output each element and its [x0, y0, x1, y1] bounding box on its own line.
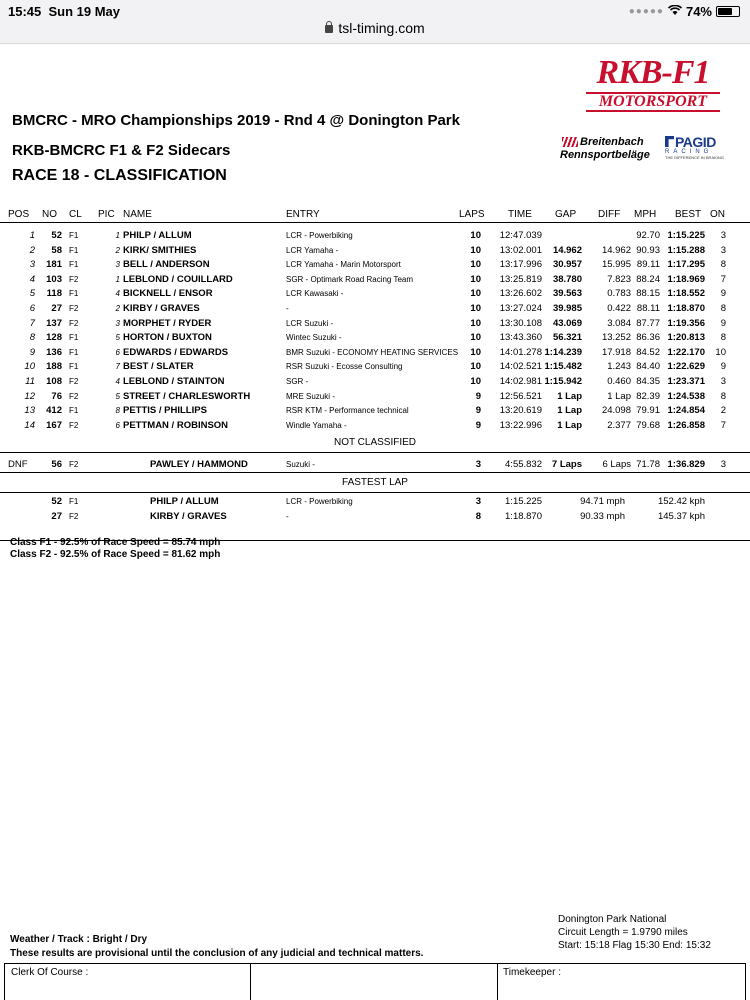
- cell-gap: 38.780: [552, 273, 582, 285]
- col-name: NAME: [123, 209, 152, 220]
- cell-mph: 79.91: [636, 405, 660, 417]
- dnf-laps: 3: [475, 459, 481, 471]
- cell-entry: -: [286, 303, 289, 313]
- cell-laps: 9: [475, 390, 481, 402]
- table-row: [0, 331, 750, 346]
- cell-gap: 1:14.239: [544, 346, 582, 358]
- cell-gap: 1 Lap: [557, 419, 582, 431]
- cell-mph: 86.36: [636, 332, 660, 344]
- cell-no: 108: [46, 375, 62, 387]
- cell-diff: 14.962: [601, 244, 631, 256]
- cell-cl: F1: [69, 289, 79, 299]
- fl-lap: 8: [475, 511, 481, 523]
- cell-on: 10: [715, 346, 726, 358]
- table-row: [0, 258, 750, 273]
- sponsor-logos: [560, 134, 735, 168]
- cell-best: 1:26.858: [667, 419, 705, 431]
- cell-mph: 84.40: [636, 361, 660, 373]
- cell-best: 1:17.295: [667, 259, 705, 271]
- cell-pos: 14: [24, 419, 35, 431]
- cell-on: 9: [720, 288, 726, 300]
- cell-on: 3: [720, 375, 726, 387]
- cell-entry: BMR Suzuki - ECONOMY HEATING SERVICES: [286, 347, 459, 357]
- cell-pic: 1: [115, 231, 120, 240]
- cell-laps: 10: [470, 288, 481, 300]
- cell-pic: 2: [115, 303, 120, 313]
- cell-name: PETTIS / PHILLIPS: [123, 405, 207, 417]
- cell-mph: 92.70: [636, 230, 660, 241]
- browser-status-bar: [0, 0, 750, 44]
- cell-name: EDWARDS / EDWARDS: [123, 346, 229, 358]
- cell-time: 13:20.619: [499, 405, 542, 417]
- cell-cl: F1: [69, 406, 79, 416]
- cell-time: 13:27.024: [499, 302, 542, 314]
- cell-cl: F1: [69, 362, 79, 372]
- circuit-length: Circuit Length = 1.9790 miles: [558, 927, 688, 938]
- cell-time: 14:01.278: [499, 346, 542, 358]
- cell-no: 137: [46, 317, 62, 329]
- cell-name: LEBLOND / STAINTON: [123, 375, 225, 387]
- cell-laps: 10: [470, 332, 481, 344]
- cell-time: 13:02.001: [499, 244, 542, 256]
- cell-on: 3: [720, 230, 726, 241]
- cell-name: PHILP / ALLUM: [123, 230, 192, 241]
- fl-kph: 145.37 kph: [657, 511, 705, 523]
- fl-time: 1:15.225: [505, 496, 542, 508]
- cell-cl: F2: [69, 376, 79, 386]
- cell-no: 76: [51, 390, 62, 402]
- cell-laps: 10: [470, 346, 481, 358]
- cell-mph: 88.11: [636, 302, 660, 314]
- cell-pos: 1: [29, 230, 35, 241]
- fastest-lap-heading: FASTEST LAP: [0, 473, 750, 493]
- championship-title: BMCRC - MRO Championships 2019 - Rnd 4 @ Donington Park: [12, 112, 460, 129]
- col-pic: PIC: [98, 209, 115, 220]
- cell-pic: 5: [115, 333, 120, 343]
- fastest-lap-row: [0, 510, 750, 525]
- cell-name: BELL / ANDERSON: [123, 259, 210, 271]
- cell-cl: F1: [69, 260, 79, 270]
- cell-pos: 6: [29, 302, 35, 314]
- cell-gap: 43.069: [552, 317, 582, 329]
- fl-cl: F1: [69, 497, 79, 507]
- cell-diff: 1 Lap: [607, 390, 631, 402]
- cell-time: 14:02.981: [499, 375, 542, 387]
- cell-pos: 7: [29, 317, 35, 329]
- table-row: [0, 302, 750, 317]
- cell-pic: 2: [115, 245, 120, 255]
- cell-entry: LCR Yamaha -: [286, 245, 339, 255]
- url-text: tsl-timing.com: [338, 20, 425, 36]
- cell-gap: 39.985: [552, 302, 582, 314]
- dnf-gap: 7 Laps: [551, 459, 582, 471]
- fl-name: KIRBY / GRAVES: [150, 511, 227, 523]
- race-title: RACE 18 - CLASSIFICATION: [12, 167, 227, 184]
- table-row: [0, 287, 750, 302]
- wifi-icon: [668, 4, 682, 19]
- cell-pic: 5: [115, 391, 120, 401]
- cell-no: 103: [46, 273, 62, 285]
- cell-gap: 1:15.482: [544, 361, 582, 373]
- cell-cl: F1: [69, 245, 79, 255]
- cell-cl: F1: [69, 231, 79, 240]
- cell-name: STREET / CHARLESWORTH: [123, 390, 251, 402]
- venue-name: Donington Park National: [558, 914, 667, 925]
- cell-pos: 13: [24, 405, 35, 417]
- cell-on: 8: [720, 259, 726, 271]
- cell-pos: 4: [29, 273, 35, 285]
- logo-sub: MOTORSPORT: [586, 92, 720, 112]
- signature-box: [4, 963, 746, 1000]
- fl-entry: -: [286, 512, 289, 522]
- cell-laps: 10: [470, 317, 481, 329]
- venue-info: [558, 913, 711, 952]
- table-row: [0, 244, 750, 259]
- cell-diff: 1.243: [607, 361, 631, 373]
- fl-entry: LCR - Powerbiking: [286, 497, 353, 507]
- cell-laps: 9: [475, 405, 481, 417]
- cell-on: 7: [720, 273, 726, 285]
- fl-name: PHILP / ALLUM: [150, 496, 219, 508]
- cell-entry: Windle Yamaha -: [286, 420, 347, 430]
- cell-diff: 13.252: [601, 332, 631, 344]
- table-row: [0, 273, 750, 288]
- cell-on: 8: [720, 332, 726, 344]
- cell-on: 7: [720, 419, 726, 431]
- col-best: BEST: [675, 209, 702, 220]
- dnf-diff: 6 Laps: [602, 459, 631, 471]
- col-entry: ENTRY: [286, 209, 320, 220]
- cell-gap: 1:15.942: [544, 375, 582, 387]
- cell-pic: 7: [115, 362, 120, 372]
- cell-time: 14:02.521: [499, 361, 542, 373]
- fl-mph: 94.71 mph: [580, 496, 625, 508]
- cell-best: 1:22.629: [667, 361, 705, 373]
- cell-best: 1:15.288: [667, 244, 705, 256]
- cell-name: HORTON / BUXTON: [123, 332, 212, 344]
- cell-diff: 24.098: [601, 405, 631, 417]
- class-speed-f1: Class F1 - 92.5% of Race Speed = 85.74 mph: [10, 537, 221, 548]
- cell-laps: 10: [470, 244, 481, 256]
- cell-cl: F2: [69, 391, 79, 401]
- cell-best: 1:24.854: [667, 405, 705, 417]
- cell-laps: 10: [470, 273, 481, 285]
- dnf-name: PAWLEY / HAMMOND: [150, 459, 248, 471]
- cell-best: 1:18.969: [667, 273, 705, 285]
- cell-no: 167: [46, 419, 62, 431]
- cell-mph: 84.52: [636, 346, 660, 358]
- cell-gap: 1 Lap: [557, 390, 582, 402]
- breitenbach-tagline: Rennsportbeläge: [560, 149, 650, 161]
- cell-diff: 2.377: [607, 419, 631, 431]
- dnf-pos: DNF: [8, 459, 28, 471]
- cell-pos: 11: [25, 375, 35, 387]
- cell-entry: LCR Yamaha - Marin Motorsport: [286, 260, 401, 270]
- cell-laps: 9: [475, 419, 481, 431]
- race-times: Start: 15:18 Flag 15:30 End: 15:32: [558, 940, 711, 951]
- cell-no: 52: [51, 230, 62, 241]
- cell-pos: 8: [29, 332, 35, 344]
- cell-no: 188: [46, 361, 62, 373]
- breitenbach-name: Breitenbach: [580, 136, 644, 148]
- table-row: [0, 375, 750, 390]
- cell-gap: 14.962: [552, 244, 582, 256]
- cell-laps: 10: [470, 259, 481, 271]
- col-laps: LAPS: [459, 209, 485, 220]
- cell-pic: 3: [115, 318, 120, 328]
- cell-name: BICKNELL / ENSOR: [123, 288, 213, 300]
- cell-entry: RSR KTM - Performance technical: [286, 406, 409, 416]
- cell-on: 2: [720, 405, 726, 417]
- pagid-slogan: THE DIFFERENCE IN BRAKING: [665, 155, 724, 160]
- rkb-logo: [578, 56, 728, 112]
- cell-no: 58: [51, 244, 62, 256]
- fl-time: 1:18.870: [505, 511, 542, 523]
- cell-mph: 82.39: [636, 390, 660, 402]
- cell-gap: 30.957: [552, 259, 582, 271]
- cell-diff: 17.918: [601, 346, 631, 358]
- cell-on: 8: [720, 302, 726, 314]
- cell-entry: SGR - Optimark Road Racing Team: [286, 274, 414, 284]
- url-bar[interactable]: [0, 20, 750, 36]
- cell-name: KIRK/ SMITHIES: [123, 244, 197, 256]
- cell-name: PETTMAN / ROBINSON: [123, 419, 229, 431]
- col-pos: POS: [8, 209, 30, 220]
- cell-entry: Wintec Suzuki -: [286, 333, 342, 343]
- cell-mph: 87.77: [636, 317, 660, 329]
- cell-mph: 89.11: [636, 259, 660, 271]
- not-classified-heading: NOT CLASSIFIED: [0, 433, 750, 453]
- cell-mph: 79.68: [636, 419, 660, 431]
- provisional-notice: These results are provisional until the conclusion of any judicial and technical matters.: [10, 948, 424, 959]
- dnf-cl: F2: [69, 460, 79, 470]
- cell-diff: 0.783: [607, 288, 631, 300]
- cell-pos: 12: [24, 390, 35, 402]
- dnf-best: 1:36.829: [667, 459, 705, 471]
- signal-icon: ●●●●●: [628, 6, 664, 17]
- cell-best: 1:18.870: [667, 302, 705, 314]
- cell-gap: 1 Lap: [557, 405, 582, 417]
- cell-best: 1:23.371: [667, 375, 705, 387]
- weather-track: Weather / Track : Bright / Dry: [10, 934, 148, 945]
- cell-pic: 6: [115, 347, 120, 357]
- cell-cl: F2: [69, 420, 79, 430]
- cell-name: LEBLOND / COUILLARD: [123, 273, 233, 285]
- col-cl: CL: [69, 209, 82, 220]
- cell-entry: LCR Kawasaki -: [286, 289, 344, 299]
- cell-pic: 6: [115, 420, 120, 430]
- col-diff: DIFF: [598, 209, 621, 220]
- pagid-logo: [665, 134, 735, 160]
- pagid-mark-icon: [665, 136, 674, 147]
- cell-on: 9: [720, 317, 726, 329]
- cell-mph: 84.35: [636, 375, 660, 387]
- cell-pic: 4: [115, 376, 120, 386]
- cell-laps: 10: [470, 375, 481, 387]
- cell-cl: F2: [69, 318, 79, 328]
- cell-gap: 39.563: [552, 288, 582, 300]
- pagid-racing: RACING: [665, 149, 713, 155]
- cell-time: 13:22.996: [499, 419, 542, 431]
- cell-entry: SGR -: [286, 376, 309, 386]
- cell-laps: 10: [470, 302, 481, 314]
- cell-time: 13:25.819: [499, 273, 542, 285]
- cell-mph: 90.93: [636, 244, 660, 256]
- cell-name: MORPHET / RYDER: [123, 317, 212, 329]
- fl-no: 27: [51, 511, 62, 523]
- cell-laps: 10: [470, 361, 481, 373]
- cell-best: 1:19.356: [667, 317, 705, 329]
- cell-diff: 0.460: [607, 375, 631, 387]
- cell-on: 9: [720, 361, 726, 373]
- class-speed-f2: Class F2 - 92.5% of Race Speed = 81.62 mph: [10, 549, 221, 560]
- cell-gap: 56.321: [552, 332, 582, 344]
- dnf-time: 4:55.832: [505, 459, 542, 471]
- cell-no: 118: [46, 288, 62, 300]
- table-header: [0, 209, 750, 223]
- cell-diff: 3.084: [607, 317, 631, 329]
- fl-no: 52: [51, 496, 62, 508]
- cell-cl: F1: [69, 347, 79, 357]
- lock-icon: [325, 25, 333, 33]
- cell-best: 1:15.225: [667, 230, 705, 241]
- status-time: 15:45 Sun 19 May: [8, 4, 121, 19]
- logo-main: RKB-F1: [596, 54, 710, 91]
- cell-pos: 9: [29, 346, 35, 358]
- cell-no: 136: [46, 346, 62, 358]
- table-row: [0, 419, 750, 434]
- cell-time: 12:47.039: [499, 230, 542, 241]
- table-row: [0, 404, 750, 419]
- battery-icon: [716, 6, 740, 17]
- cell-mph: 88.15: [636, 288, 660, 300]
- cell-no: 128: [46, 332, 62, 344]
- table-row: [0, 317, 750, 332]
- cell-pos: 3: [29, 259, 35, 271]
- col-on: ON: [710, 209, 725, 220]
- col-time: TIME: [508, 209, 532, 220]
- series-title: RKB-BMCRC F1 & F2 Sidecars: [12, 142, 231, 159]
- cell-time: 13:17.996: [499, 259, 542, 271]
- cell-name: BEST / SLATER: [123, 361, 194, 373]
- dnf-entry: Suzuki -: [286, 460, 315, 470]
- fl-kph: 152.42 kph: [657, 496, 705, 508]
- cell-mph: 88.24: [636, 273, 660, 285]
- fl-cl: F2: [69, 512, 79, 522]
- cell-time: 12:56.521: [499, 390, 542, 402]
- cell-cl: F1: [69, 333, 79, 343]
- cell-diff: 15.995: [601, 259, 631, 271]
- cell-time: 13:30.108: [499, 317, 542, 329]
- cell-time: 13:43.360: [499, 332, 542, 344]
- dnf-row: [0, 455, 750, 473]
- cell-entry: RSR Suzuki - Ecosse Consulting: [286, 362, 403, 372]
- fl-lap: 3: [475, 496, 481, 508]
- timekeeper-label: Timekeeper :: [503, 967, 561, 978]
- cell-no: 412: [46, 405, 62, 417]
- cell-entry: LCR Suzuki -: [286, 318, 334, 328]
- table-row: [0, 360, 750, 375]
- dnf-no: 56: [51, 459, 62, 471]
- fastest-lap-body: [0, 495, 750, 525]
- cell-entry: MRE Suzuki -: [286, 391, 335, 401]
- table-row: [0, 390, 750, 405]
- cell-cl: F2: [69, 303, 79, 313]
- cell-pic: 4: [115, 289, 120, 299]
- cell-laps: 10: [470, 230, 481, 241]
- fastest-lap-row: [0, 495, 750, 510]
- col-gap: GAP: [555, 209, 577, 220]
- cell-no: 181: [46, 259, 62, 271]
- results-table: [0, 209, 750, 541]
- cell-cl: F2: [69, 274, 79, 284]
- table-row: [0, 346, 750, 361]
- cell-best: 1:22.170: [667, 346, 705, 358]
- dnf-on: 3: [720, 459, 726, 471]
- cell-time: 13:26.602: [499, 288, 542, 300]
- breitenbach-mark-icon: [562, 137, 578, 147]
- cell-pos: 2: [29, 244, 35, 256]
- cell-best: 1:18.552: [667, 288, 705, 300]
- cell-diff: 7.823: [607, 273, 631, 285]
- clerk-of-course-label: Clerk Of Course :: [11, 967, 89, 978]
- fl-mph: 90.33 mph: [580, 511, 625, 523]
- col-no: NO: [42, 209, 57, 220]
- battery-percent: 74%: [685, 4, 712, 19]
- cell-pic: 8: [115, 406, 120, 416]
- cell-on: 8: [720, 390, 726, 402]
- cell-best: 1:24.538: [667, 390, 705, 402]
- cell-pos: 5: [29, 288, 35, 300]
- cell-name: KIRBY / GRAVES: [123, 302, 200, 314]
- cell-pic: 1: [115, 274, 120, 284]
- cell-best: 1:20.813: [667, 332, 705, 344]
- dnf-mph: 71.78: [636, 459, 660, 471]
- table-row: [0, 229, 750, 244]
- cell-pos: 10: [24, 361, 35, 373]
- cell-diff: 0.422: [607, 302, 631, 314]
- cell-entry: LCR - Powerbiking: [286, 231, 353, 240]
- cell-on: 3: [720, 244, 726, 256]
- cell-no: 27: [51, 302, 62, 314]
- cell-pic: 3: [115, 260, 120, 270]
- col-mph: MPH: [634, 209, 657, 220]
- results-body: [0, 229, 750, 433]
- pagid-name: PAGID: [675, 134, 716, 150]
- status-right: [629, 4, 740, 19]
